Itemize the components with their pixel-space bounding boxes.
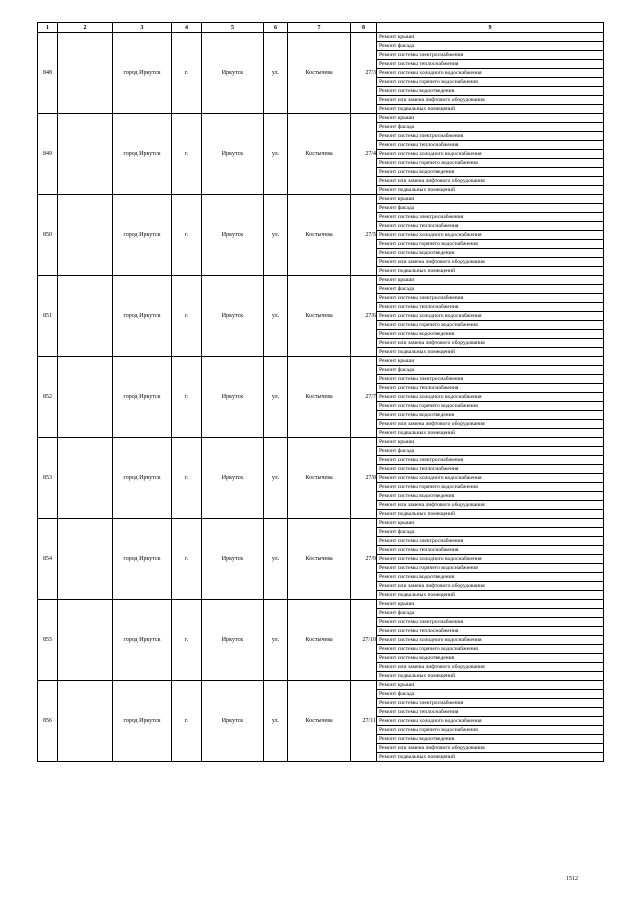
work-item: Ремонт подвальных помещений (379, 511, 456, 517)
work-item: Ремонт фасада (377, 447, 603, 456)
settlement-type-cell: г. (172, 195, 202, 276)
street-type-cell: ул. (264, 681, 288, 762)
works-cell (377, 600, 604, 681)
work-item: Ремонт крыши (377, 195, 603, 204)
column-header-1: 1 (38, 23, 58, 33)
work-item: Ремонт системы теплоснабжения (377, 222, 603, 231)
work-item: Ремонт системы водоотведения (377, 168, 603, 177)
house-number-cell: 27/5 (351, 195, 377, 276)
settlement-cell: город Иркутск (113, 114, 172, 195)
settlement-type-cell: г. (172, 114, 202, 195)
house-number-cell: 27/4 (351, 114, 377, 195)
work-item: Ремонт крыши (377, 33, 603, 42)
work-item: Ремонт системы электроснабжения (377, 375, 603, 384)
street-type-cell: ул. (264, 276, 288, 357)
works-cell (377, 357, 604, 438)
street-name-cell: Костычева (288, 195, 351, 276)
work-item: Ремонт системы теплоснабжения (377, 465, 603, 474)
table-row (38, 681, 604, 762)
settlement-type-cell: г. (172, 681, 202, 762)
work-item: Ремонт фасада (377, 609, 603, 618)
work-item: Ремонт или замена лифтового оборудования (377, 96, 603, 105)
table-row (38, 600, 604, 681)
street-type-cell: ул. (264, 33, 288, 114)
work-item: Ремонт системы водоотведения (377, 249, 603, 258)
settlement-cell: город Иркутск (113, 519, 172, 600)
header-row (38, 23, 604, 33)
work-item: Ремонт системы холодного водоснабжения (377, 69, 603, 78)
work-item: Ремонт подвальных помещений (379, 430, 456, 436)
table-row (38, 195, 604, 276)
work-item: Ремонт системы водоотведения (377, 492, 603, 501)
work-item: Ремонт крыши (377, 600, 603, 609)
work-item: Ремонт системы водоотведения (377, 87, 603, 96)
row-number-cell: 852 (38, 357, 58, 438)
work-item: Ремонт крыши (377, 276, 603, 285)
work-item: Ремонт системы электроснабжения (377, 213, 603, 222)
settlement-name-cell: Иркутск (202, 438, 264, 519)
street-name-cell: Костычева (288, 600, 351, 681)
work-item: Ремонт системы холодного водоснабжения (377, 474, 603, 483)
column-header-9: 9 (377, 23, 604, 33)
work-item: Ремонт системы горячего водоснабжения (377, 564, 603, 573)
page-number: 1512 (566, 876, 578, 882)
column-header-5: 5 (202, 23, 264, 33)
settlement-type-cell: г. (172, 519, 202, 600)
column-header-4: 4 (172, 23, 202, 33)
street-type-cell: ул. (264, 600, 288, 681)
house-number-cell: 27/11 (351, 681, 377, 762)
work-item: Ремонт системы холодного водоснабжения (377, 231, 603, 240)
work-item: Ремонт фасада (377, 528, 603, 537)
work-item: Ремонт системы холодного водоснабжения (377, 312, 603, 321)
settlement-cell: город Иркутск (113, 357, 172, 438)
settlement-name-cell: Иркутск (202, 681, 264, 762)
street-type-cell: ул. (264, 195, 288, 276)
work-item: Ремонт подвальных помещений (379, 187, 456, 193)
work-item: Ремонт системы горячего водоснабжения (377, 321, 603, 330)
work-item: Ремонт системы теплоснабжения (377, 627, 603, 636)
settlement-name-cell: Иркутск (202, 519, 264, 600)
table-row (38, 519, 604, 600)
work-item: Ремонт системы холодного водоснабжения (377, 636, 603, 645)
work-item: Ремонт крыши (377, 438, 603, 447)
settlement-cell: город Иркутск (113, 600, 172, 681)
work-item: Ремонт системы теплоснабжения (377, 384, 603, 393)
row-number-cell: 856 (38, 681, 58, 762)
work-item: Ремонт системы водоотведения (377, 411, 603, 420)
work-item: Ремонт системы водоотведения (377, 735, 603, 744)
house-number-cell: 27/6 (351, 276, 377, 357)
works-cell (377, 33, 604, 114)
works-cell (377, 195, 604, 276)
work-item: Ремонт крыши (377, 519, 603, 528)
column-header-2: 2 (58, 23, 113, 33)
settlement-cell: город Иркутск (113, 33, 172, 114)
work-item: Ремонт системы электроснабжения (377, 294, 603, 303)
street-name-cell: Костычева (288, 114, 351, 195)
work-item: Ремонт системы теплоснабжения (377, 60, 603, 69)
table-row (38, 114, 604, 195)
work-item: Ремонт фасада (377, 366, 603, 375)
work-item: Ремонт системы горячего водоснабжения (377, 402, 603, 411)
house-number-cell: 27/7 (351, 357, 377, 438)
work-item: Ремонт системы горячего водоснабжения (377, 483, 603, 492)
works-cell (377, 438, 604, 519)
table-row (38, 276, 604, 357)
work-item: Ремонт фасада (377, 690, 603, 699)
municipality-cell (58, 681, 113, 762)
settlement-name-cell: Иркутск (202, 114, 264, 195)
work-item: Ремонт подвальных помещений (379, 106, 456, 112)
registry-table (37, 22, 604, 762)
works-cell (377, 681, 604, 762)
work-item: Ремонт фасада (377, 123, 603, 132)
street-name-cell: Костычева (288, 438, 351, 519)
street-name-cell: Костычева (288, 681, 351, 762)
settlement-cell: город Иркутск (113, 276, 172, 357)
row-number-cell: 851 (38, 276, 58, 357)
settlement-cell: город Иркутск (113, 195, 172, 276)
work-item: Ремонт системы электроснабжения (377, 618, 603, 627)
work-item: Ремонт крыши (377, 114, 603, 123)
table-row (38, 438, 604, 519)
row-number-cell: 855 (38, 600, 58, 681)
works-cell (377, 276, 604, 357)
work-item: Ремонт системы теплоснабжения (377, 141, 603, 150)
work-item: Ремонт системы водоотведения (377, 330, 603, 339)
work-item: Ремонт системы холодного водоснабжения (377, 393, 603, 402)
street-name-cell: Костычева (288, 357, 351, 438)
municipality-cell (58, 195, 113, 276)
street-name-cell: Костычева (288, 33, 351, 114)
work-item: Ремонт или замена лифтового оборудования (377, 501, 603, 510)
work-item: Ремонт подвальных помещений (379, 754, 456, 760)
work-item: Ремонт системы теплоснабжения (377, 303, 603, 312)
work-item: Ремонт или замена лифтового оборудования (377, 339, 603, 348)
settlement-cell: город Иркутск (113, 681, 172, 762)
column-header-7: 7 (288, 23, 351, 33)
work-item: Ремонт подвальных помещений (379, 349, 456, 355)
work-item: Ремонт системы холодного водоснабжения (377, 150, 603, 159)
work-item: Ремонт системы горячего водоснабжения (377, 78, 603, 87)
house-number-cell: 27/9 (351, 519, 377, 600)
row-number-cell: 848 (38, 33, 58, 114)
row-number-cell: 854 (38, 519, 58, 600)
work-item: Ремонт системы горячего водоснабжения (377, 159, 603, 168)
work-item: Ремонт системы электроснабжения (377, 456, 603, 465)
settlement-type-cell: г. (172, 357, 202, 438)
work-item: Ремонт системы горячего водоснабжения (377, 240, 603, 249)
work-item: Ремонт системы электроснабжения (377, 51, 603, 60)
municipality-cell (58, 600, 113, 681)
work-item: Ремонт подвальных помещений (379, 592, 456, 598)
work-item: Ремонт подвальных помещений (379, 268, 456, 274)
municipality-cell (58, 276, 113, 357)
settlement-type-cell: г. (172, 438, 202, 519)
work-item: Ремонт системы электроснабжения (377, 537, 603, 546)
work-item: Ремонт системы электроснабжения (377, 132, 603, 141)
work-item: Ремонт или замена лифтового оборудования (377, 582, 603, 591)
settlement-name-cell: Иркутск (202, 195, 264, 276)
registry-body (38, 33, 604, 762)
settlement-name-cell: Иркутск (202, 600, 264, 681)
street-name-cell: Костычева (288, 519, 351, 600)
row-number-cell: 853 (38, 438, 58, 519)
municipality-cell (58, 519, 113, 600)
street-type-cell: ул. (264, 519, 288, 600)
work-item: Ремонт системы теплоснабжения (377, 708, 603, 717)
street-type-cell: ул. (264, 357, 288, 438)
work-item: Ремонт фасада (377, 204, 603, 213)
work-item: Ремонт системы электроснабжения (377, 699, 603, 708)
work-item: Ремонт или замена лифтового оборудования (377, 420, 603, 429)
work-item: Ремонт системы холодного водоснабжения (377, 555, 603, 564)
table-row (38, 33, 604, 114)
house-number-cell: 27/3 (351, 33, 377, 114)
street-name-cell: Костычева (288, 276, 351, 357)
settlement-type-cell: г. (172, 276, 202, 357)
work-item: Ремонт системы холодного водоснабжения (377, 717, 603, 726)
house-number-cell: 27/8 (351, 438, 377, 519)
work-item: Ремонт крыши (377, 681, 603, 690)
work-item: Ремонт системы теплоснабжения (377, 546, 603, 555)
work-item: Ремонт фасада (377, 42, 603, 51)
work-item: Ремонт или замена лифтового оборудования (377, 744, 603, 753)
works-cell (377, 114, 604, 195)
row-number-cell: 849 (38, 114, 58, 195)
work-item: Ремонт системы горячего водоснабжения (377, 645, 603, 654)
work-item: Ремонт крыши (377, 357, 603, 366)
municipality-cell (58, 33, 113, 114)
column-header-8: 8 (351, 23, 377, 33)
settlement-type-cell: г. (172, 600, 202, 681)
municipality-cell (58, 357, 113, 438)
work-item: Ремонт или замена лифтового оборудования (377, 663, 603, 672)
work-item: Ремонт подвальных помещений (379, 673, 456, 679)
work-item: Ремонт системы водоотведения (377, 654, 603, 663)
street-type-cell: ул. (264, 438, 288, 519)
municipality-cell (58, 438, 113, 519)
column-header-6: 6 (264, 23, 288, 33)
work-item: Ремонт или замена лифтового оборудования (377, 258, 603, 267)
column-header-3: 3 (113, 23, 172, 33)
municipality-cell (58, 114, 113, 195)
work-item: Ремонт или замена лифтового оборудования (377, 177, 603, 186)
table-row (38, 357, 604, 438)
settlement-type-cell: г. (172, 33, 202, 114)
settlement-cell: город Иркутск (113, 438, 172, 519)
works-cell (377, 519, 604, 600)
street-type-cell: ул. (264, 114, 288, 195)
work-item: Ремонт системы водоотведения (377, 573, 603, 582)
settlement-name-cell: Иркутск (202, 357, 264, 438)
work-item: Ремонт фасада (377, 285, 603, 294)
house-number-cell: 27/10 (351, 600, 377, 681)
settlement-name-cell: Иркутск (202, 276, 264, 357)
settlement-name-cell: Иркутск (202, 33, 264, 114)
work-item: Ремонт системы горячего водоснабжения (377, 726, 603, 735)
row-number-cell: 850 (38, 195, 58, 276)
